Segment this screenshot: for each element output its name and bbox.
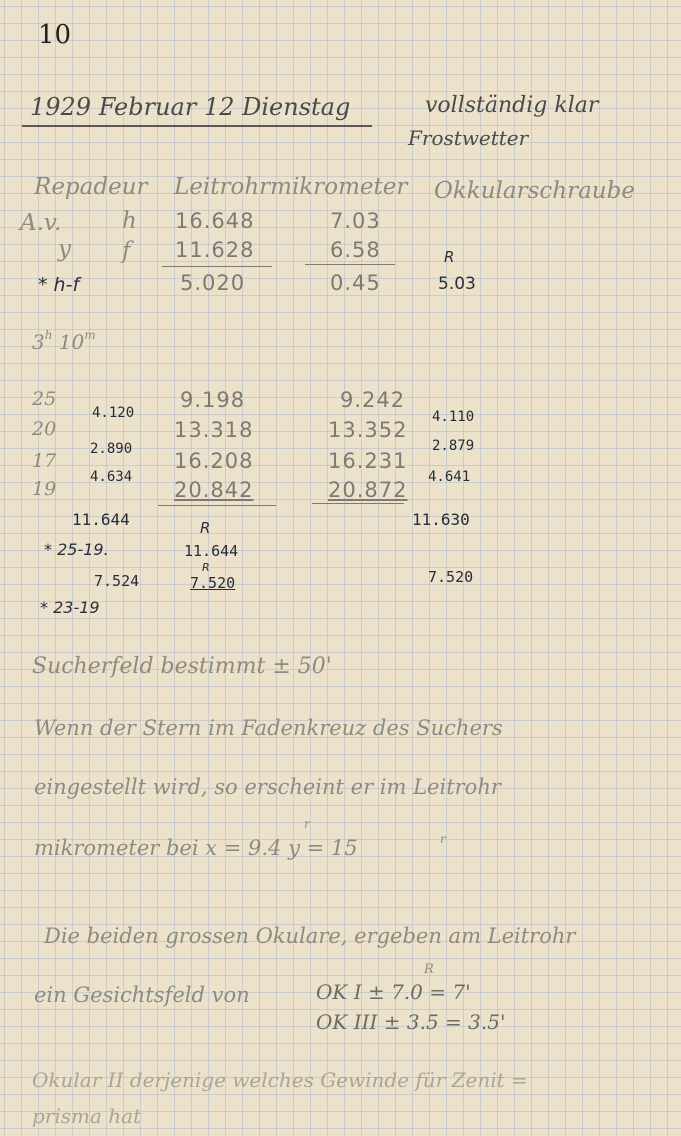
s2-label-17: 17	[32, 450, 57, 472]
title-underline	[22, 125, 372, 127]
row1-value-2: 7.03	[330, 209, 381, 233]
time-hours: 3	[32, 330, 45, 354]
note-r-2: r	[440, 832, 446, 846]
note-line-4: mikrometer bei x = 9.4 y = 15	[34, 836, 358, 860]
row2-value-1: 11.628	[175, 238, 255, 262]
r-mark-2: R	[200, 519, 211, 537]
column-header-okkular: Okkularschraube	[434, 178, 635, 204]
s2-right-3: 16.231	[328, 449, 408, 473]
weather-line-1: vollständig klar	[425, 93, 599, 118]
row1-value-1: 16.648	[175, 209, 255, 233]
ok-r-mark: R	[424, 962, 434, 977]
s2-left-1: 4.120	[92, 405, 135, 421]
time-minutes: 10	[58, 330, 85, 354]
s2-sum-rule-1	[158, 505, 276, 506]
weather-line-2: Frostwetter	[408, 126, 529, 150]
s2-mid-2: 13.318	[174, 418, 254, 442]
r-mark-1: R	[444, 248, 455, 266]
row3-label: * h-f	[38, 274, 80, 296]
s2-right-1: 9.242	[340, 388, 406, 412]
s2-label-20: 20	[32, 418, 57, 440]
row2-label: y	[58, 236, 71, 262]
time-reading	[32, 328, 96, 354]
s2-left-2: 2.890	[90, 441, 133, 457]
s2-mid-3: 16.208	[174, 449, 254, 473]
ok-2-line: OK III ± 3.5 = 3.5'	[316, 1010, 506, 1034]
column-header-repadeur: Repadeur	[34, 174, 148, 200]
row3-value-3: 5.03	[438, 274, 476, 294]
sum-rule-1	[162, 266, 272, 267]
s2-far-3: 4.641	[428, 469, 471, 485]
row2-symbol: f	[122, 238, 131, 264]
s2-label-25: 25	[32, 388, 57, 410]
note-sucherfeld: Sucherfeld bestimmt ± 50'	[32, 654, 332, 679]
time-hours-unit: h	[44, 328, 53, 342]
s2-sum-rule-2	[312, 503, 404, 504]
s2-right-4: 20.872	[328, 478, 408, 502]
note-line-6: ein Gesichtsfeld von	[34, 983, 250, 1007]
note-line-5: Die beiden grossen Okulare, ergeben am Leitrohr	[44, 924, 576, 948]
note-line-2: Wenn der Stern im Fadenkreuz des Suchers	[34, 716, 503, 740]
sum-rule-2	[305, 264, 395, 265]
row3-value-1: 5.020	[180, 271, 246, 295]
entry-date-title: 1929 Februar 12 Dienstag	[30, 93, 351, 121]
s2-left-3: 4.634	[90, 469, 133, 485]
s2-label-19: 19	[32, 478, 57, 500]
time-minutes-unit: m	[84, 328, 96, 342]
note-line-8: prisma hat	[32, 1104, 142, 1128]
column-header-leitrohr: Leitrohrmikrometer	[174, 174, 408, 200]
s2-right-2: 13.352	[328, 418, 408, 442]
line-b-far: 7.520	[428, 568, 474, 586]
r-mark-3: R	[202, 561, 210, 574]
row1-label: A.v.	[20, 210, 62, 236]
row1-symbol: h	[122, 208, 137, 234]
row3-value-2: 0.45	[330, 271, 381, 295]
line-a-value: 11.644	[184, 542, 239, 560]
s2-sum-left: 11.644	[72, 510, 130, 529]
line-a-label: * 25-19.	[44, 540, 109, 559]
note-line-3: eingestellt wird, so erscheint er im Leitrohr	[34, 775, 501, 799]
s2-mid-1: 9.198	[180, 388, 246, 412]
page-number: 10	[38, 20, 72, 50]
s2-mid-4: 20.842	[174, 478, 254, 502]
s2-sum-far: 11.630	[412, 510, 470, 529]
line-b-value-1: 7.524	[94, 572, 140, 590]
note-line-7: Okular II derjenige welches Gewinde für Zenit =	[32, 1068, 528, 1092]
s2-far-1: 4.110	[432, 409, 475, 425]
line-c-label: * 23-19	[40, 598, 100, 617]
row2-value-2: 6.58	[330, 238, 381, 262]
line-b-value-2: 7.520	[190, 574, 236, 592]
s2-far-2: 2.879	[432, 438, 475, 454]
note-r-1: r	[304, 817, 310, 831]
ok-1-line: OK I ± 7.0 = 7'	[316, 980, 471, 1004]
